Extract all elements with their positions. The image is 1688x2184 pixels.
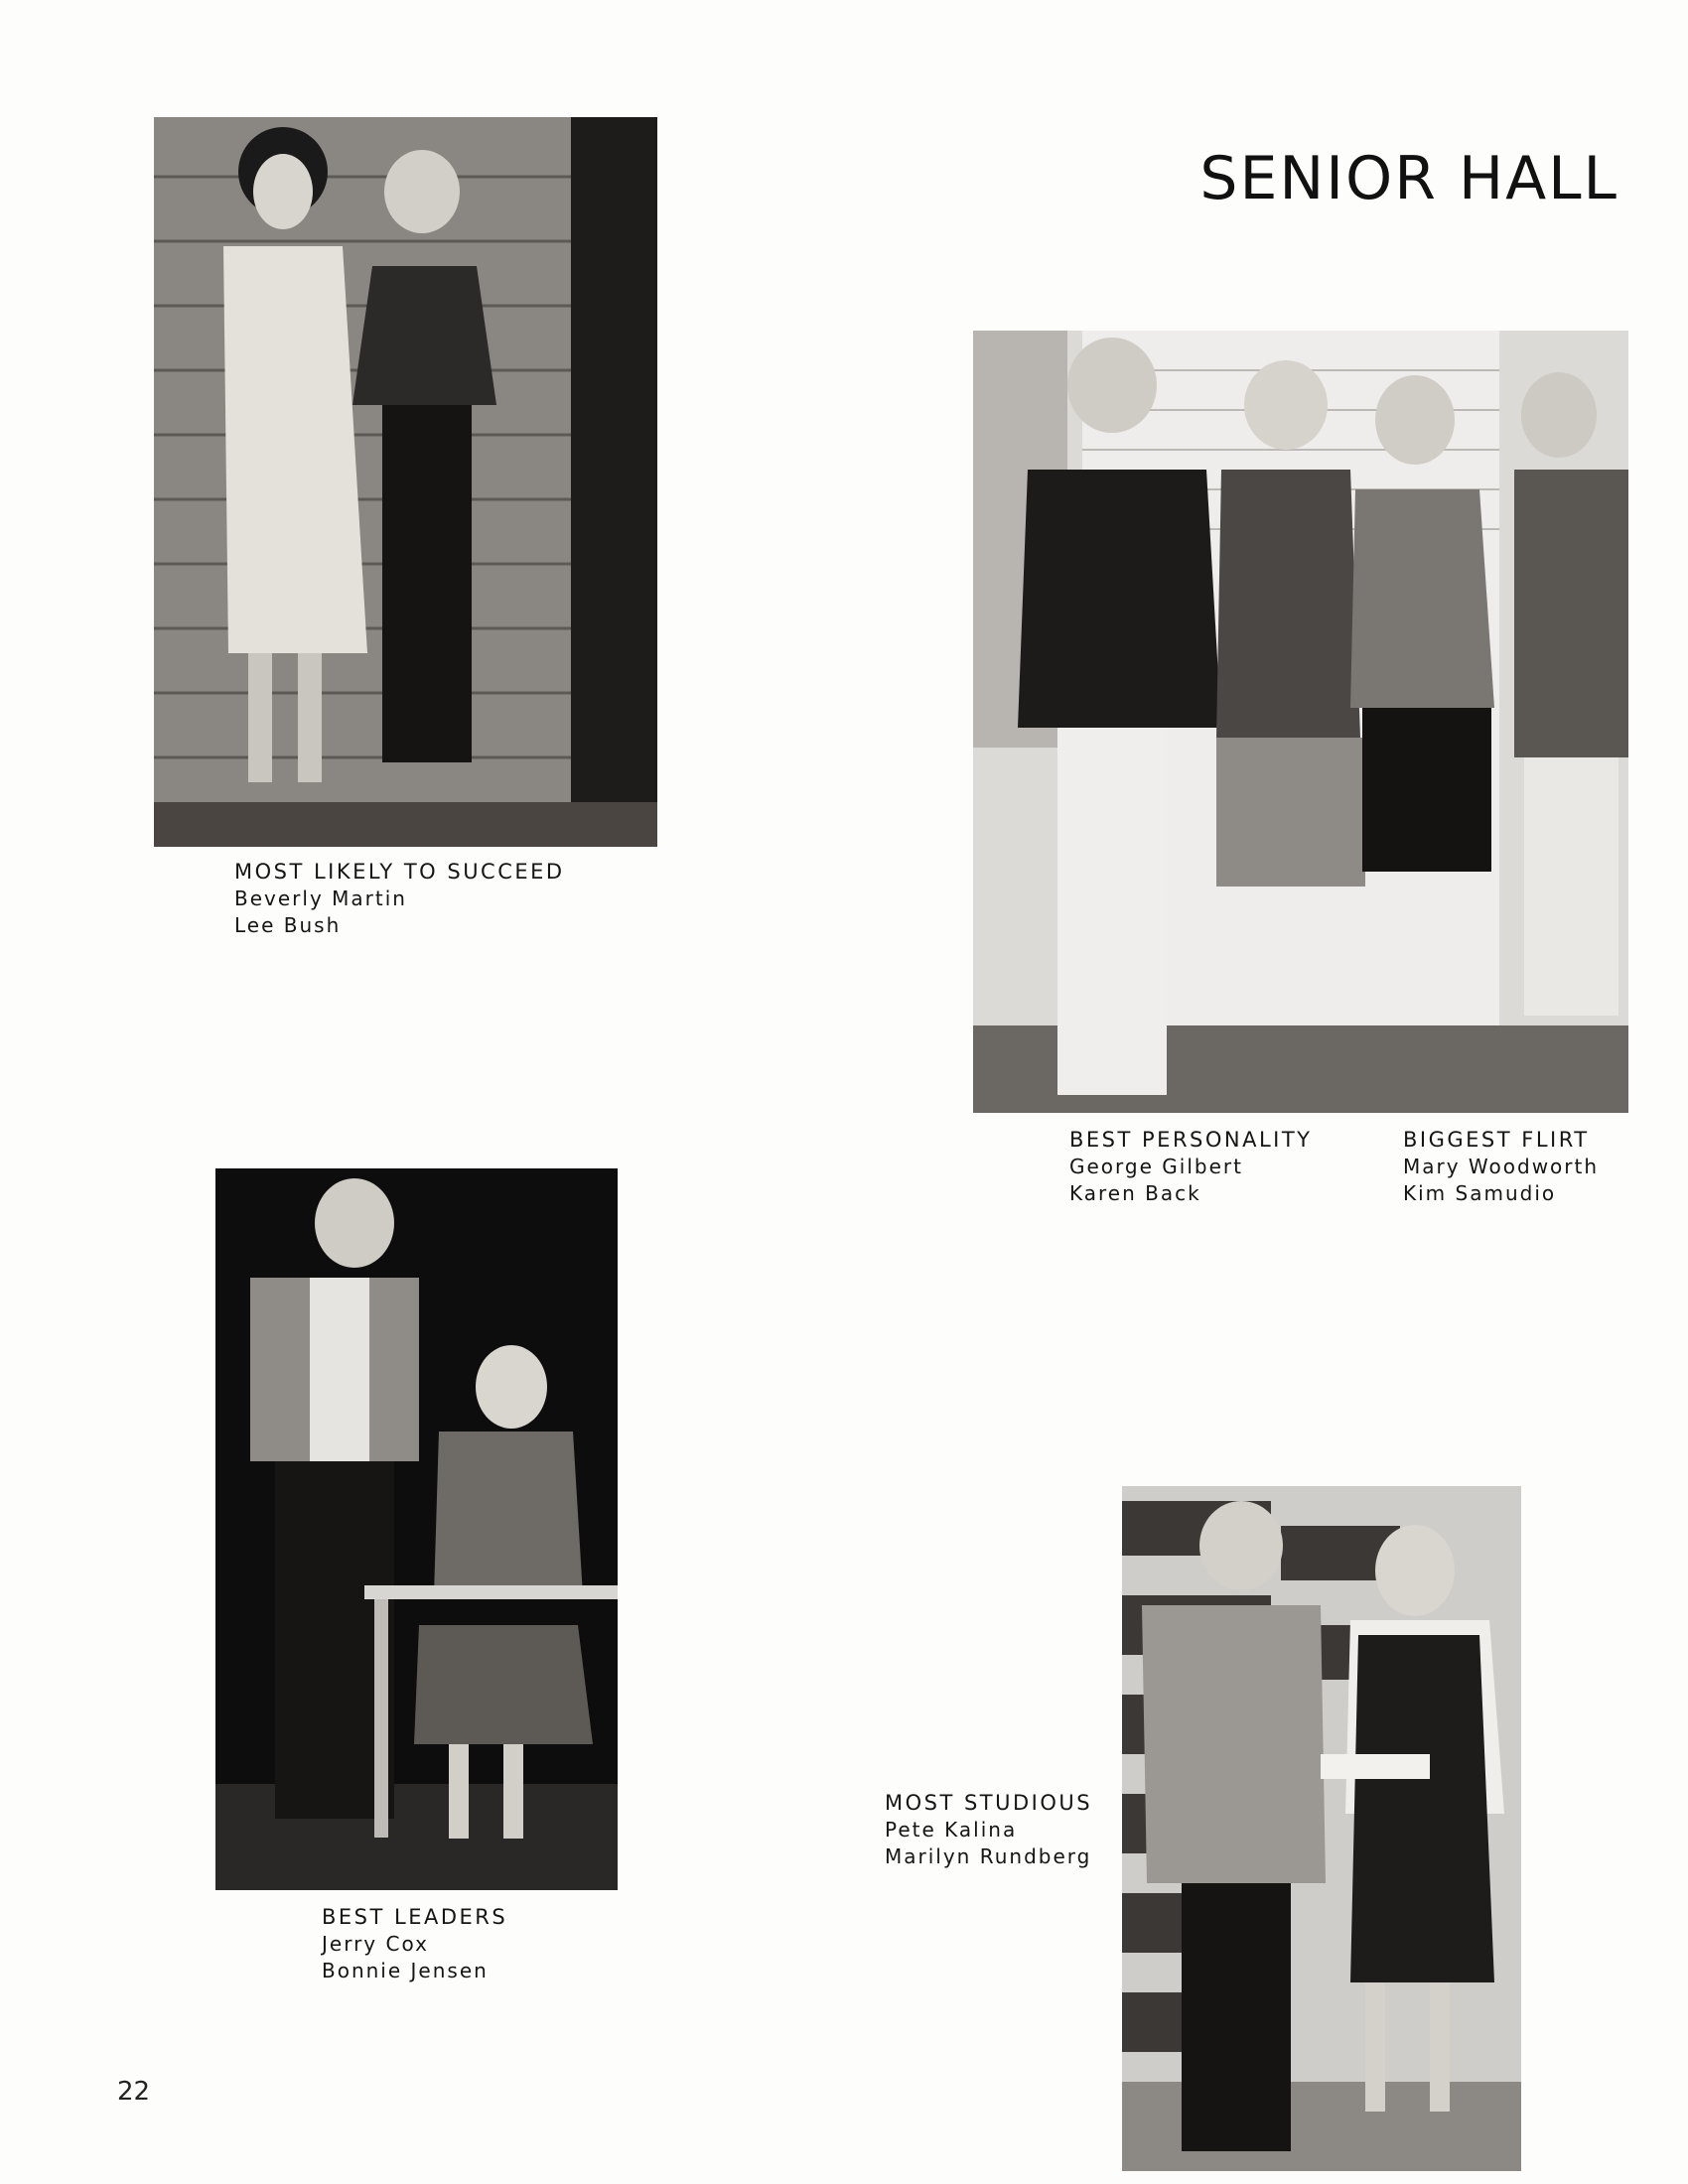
page-title: SENIOR HALL xyxy=(1199,144,1618,213)
photo-best-leaders xyxy=(215,1168,618,1890)
award-name: Jerry Cox xyxy=(322,1932,429,1956)
award-name: Mary Woodworth xyxy=(1403,1155,1600,1178)
award-name: George Gilbert xyxy=(1069,1155,1243,1178)
award-heading: MOST STUDIOUS xyxy=(885,1791,1093,1815)
photo-best-personality-biggest-flirt xyxy=(973,331,1628,1113)
award-heading: BEST LEADERS xyxy=(322,1905,508,1929)
caption-best-leaders xyxy=(322,1903,507,1984)
award-name: Kim Samudio xyxy=(1403,1181,1557,1205)
award-heading: MOST LIKELY TO SUCCEED xyxy=(234,860,565,884)
award-name: Karen Back xyxy=(1069,1181,1201,1205)
award-name: Bonnie Jensen xyxy=(322,1959,489,1982)
award-name: Marilyn Rundberg xyxy=(885,1844,1092,1868)
caption-best-personality xyxy=(1069,1126,1313,1207)
award-heading: BEST PERSONALITY xyxy=(1069,1128,1313,1152)
page-number: 22 xyxy=(117,2077,151,2107)
caption-most-studious xyxy=(885,1789,1092,1870)
award-name: Beverly Martin xyxy=(234,887,407,910)
award-name: Lee Bush xyxy=(234,913,342,937)
caption-biggest-flirt xyxy=(1403,1126,1599,1207)
photo-most-likely-to-succeed xyxy=(154,117,657,847)
award-name: Pete Kalina xyxy=(885,1818,1018,1842)
caption-most-likely-to-succeed xyxy=(234,858,565,939)
award-heading: BIGGEST FLIRT xyxy=(1403,1128,1590,1152)
photo-most-studious xyxy=(1122,1486,1521,2171)
